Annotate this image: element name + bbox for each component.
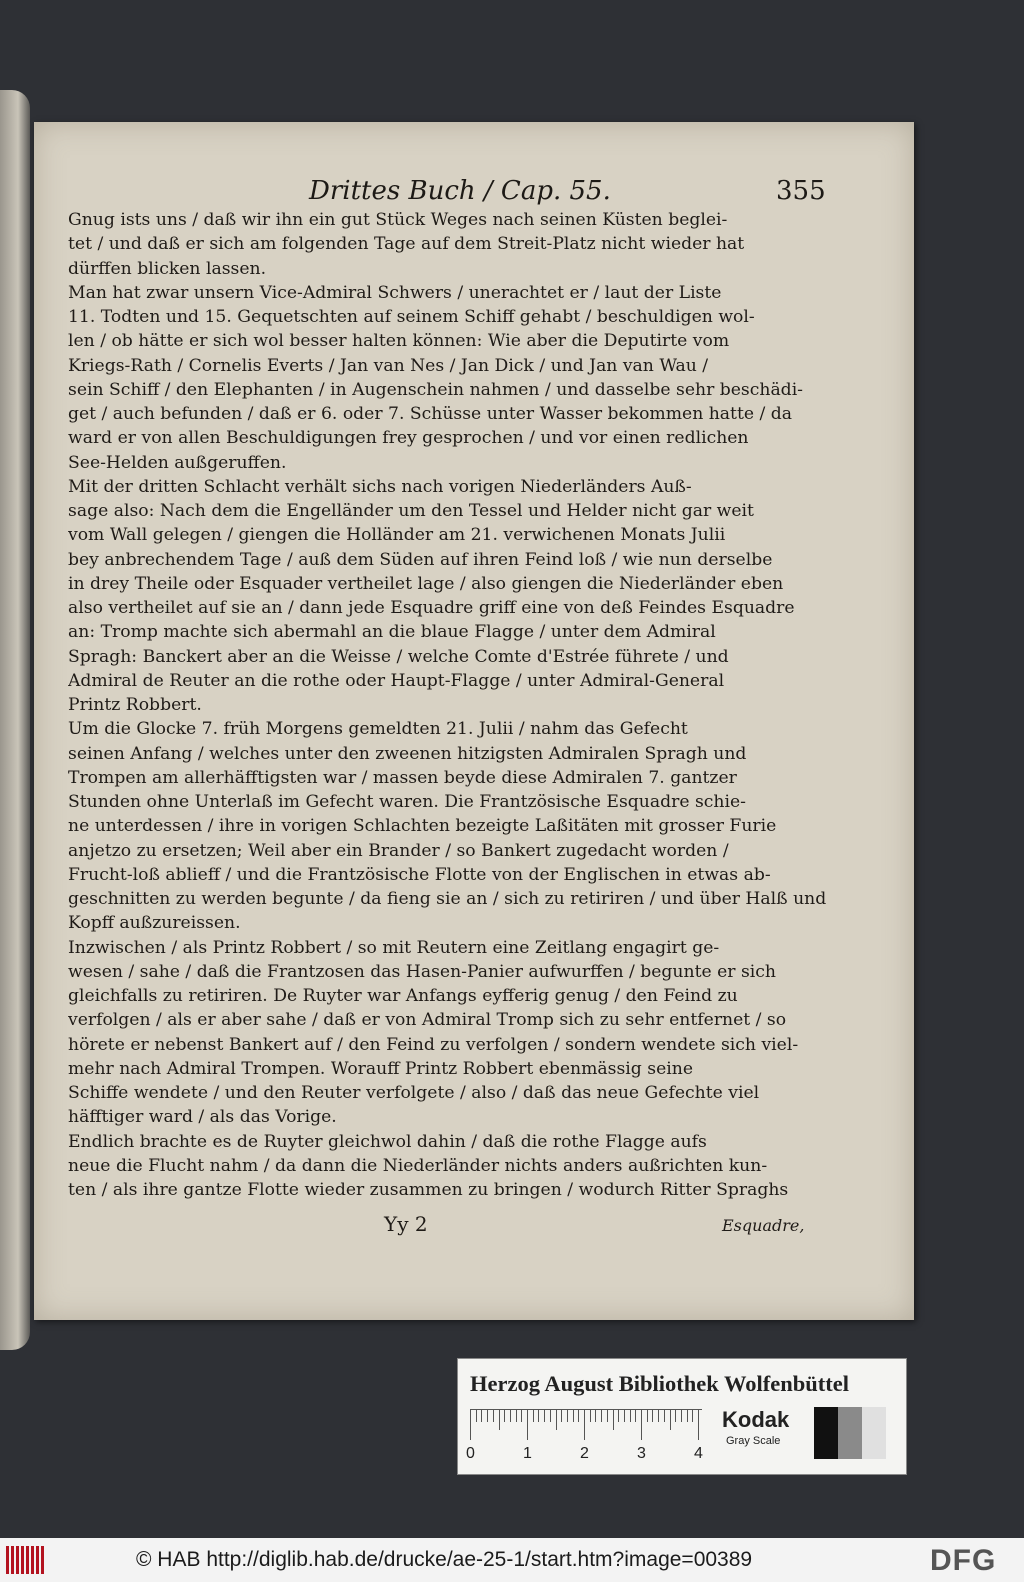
text-line: Endlich brachte es de Ruyter gleichwol dahin / daß die rothe Flagge aufs bbox=[68, 1131, 707, 1152]
text-line: Stunden ohne Unterlaß im Gefecht waren. Die Frantzösische Esquadre schie- bbox=[68, 792, 746, 812]
ruler-tick bbox=[527, 1410, 528, 1440]
ruler-tick bbox=[578, 1410, 579, 1422]
text-line: hörete er nebenst Bankert auf / den Feind zu verfolgen / sondern wendete sich viel- bbox=[68, 1034, 799, 1055]
text-line: ne unterdessen / ihre in vorigen Schlachten bezeigte Laßitäten mit grosser Furie bbox=[68, 816, 777, 837]
text-line: tet / und daß er sich am folgenden Tage auf dem Streit-Platz nicht wieder hat bbox=[68, 234, 745, 255]
ruler-tick bbox=[624, 1410, 625, 1422]
text-line: Man hat zwar unsern Vice-Admiral Schwers / unerachtet er / laut der Liste bbox=[68, 282, 722, 303]
ruler-tick bbox=[607, 1410, 608, 1422]
ruler-tick bbox=[476, 1410, 477, 1422]
body-text bbox=[68, 208, 850, 1202]
ruler-number: 0 bbox=[466, 1445, 475, 1462]
text-line: verfolgen / als er aber sahe / daß er von Admiral Tromp sich zu sehr entfernet / so bbox=[68, 1010, 787, 1031]
copyright-link[interactable]: © HAB http://diglib.hab.de/drucke/ae-25-1/start.htm?image=00389 bbox=[136, 1548, 753, 1571]
kodak-logo: Kodak bbox=[722, 1407, 790, 1432]
gray-swatch-mid bbox=[838, 1407, 862, 1459]
measuring-ruler bbox=[470, 1409, 702, 1444]
text-line: sage also: Nach dem die Engelländer um den Tessel und Helder nicht gar weit bbox=[68, 501, 754, 521]
ruler-tick bbox=[687, 1410, 688, 1422]
ruler-tick bbox=[618, 1410, 619, 1422]
ruler-tick bbox=[670, 1410, 671, 1430]
gray-scale-label: Gray Scale bbox=[726, 1435, 781, 1447]
ruler-tick bbox=[493, 1410, 494, 1422]
ruler-tick bbox=[504, 1410, 505, 1422]
ruler-tick bbox=[641, 1410, 642, 1440]
text-line: vom Wall gelegen / giengen die Holländer am 21. verwichenen Monats Julii bbox=[68, 525, 726, 546]
text-line: Kopff außzureissen. bbox=[68, 913, 241, 934]
ruler-tick bbox=[550, 1410, 551, 1422]
text-line: get / auch befunden / daß er 6. oder 7. Schüsse unter Wasser bekommen hatte / da bbox=[68, 404, 793, 424]
text-line: ward er von allen Beschuldigungen frey gesprochen / und vor einen redlichen bbox=[68, 428, 749, 449]
text-line: bey anbrechendem Tage / auß dem Süden auf ihren Feind loß / wie nun derselbe bbox=[68, 549, 773, 570]
text-line: also vertheilet auf sie an / dann jede Esquadre griff eine von deß Feindes Esquadre bbox=[68, 598, 795, 618]
text-line: len / ob hätte er sich wol besser halten können: Wie aber die Deputirte vom bbox=[68, 331, 730, 352]
institution-name: Herzog August Bibliothek Wolfenbüttel bbox=[470, 1371, 849, 1396]
ruler-tick bbox=[538, 1410, 539, 1422]
ruler-tick bbox=[573, 1410, 574, 1422]
ruler-tick bbox=[590, 1410, 591, 1422]
dfg-logo: DFG bbox=[930, 1544, 997, 1577]
text-line: gleichfalls zu retiriren. De Ruyter war Anfangs eyfferig genug / den Feind zu bbox=[68, 986, 738, 1006]
text-line: Printz Robbert. bbox=[68, 695, 202, 715]
page-header bbox=[34, 176, 914, 208]
text-line: anjetzo zu ersetzen; Weil aber ein Brander / so Bankert zugedacht worden / bbox=[68, 840, 729, 861]
text-line: Gnug ists uns / daß wir ihn ein gut Stück Weges nach seinen Küsten beglei- bbox=[68, 210, 728, 230]
ruler-number: 3 bbox=[637, 1445, 646, 1462]
text-line: Trompen am allerhäfftigsten war / massen beyde diese Admiralen 7. gantzer bbox=[68, 767, 737, 788]
ruler-tick bbox=[692, 1410, 693, 1422]
text-line: Spragh: Banckert aber an die Weisse / welche Comte d'Estrée führete / und bbox=[68, 646, 729, 667]
text-line: Frucht-loß ablieff / und die Frantzösische Flotte von der Englischen in etwas ab- bbox=[68, 864, 771, 885]
text-line: seinen Anfang / welches unter den zweenen hitzigsten Admiralen Spragh und bbox=[68, 743, 747, 764]
ruler-tick bbox=[567, 1410, 568, 1422]
text-line: dürffen blicken lassen. bbox=[68, 258, 267, 279]
text-line: sein Schiff / den Elephanten / in Augenschein nahmen / und dasselbe sehr beschädi- bbox=[68, 379, 803, 400]
text-line: Inzwischen / als Printz Robbert / so mit Reutern eine Zeitlang engagirt ge- bbox=[68, 937, 720, 958]
ruler-number: 4 bbox=[694, 1445, 703, 1462]
ruler-tick bbox=[521, 1410, 522, 1422]
ruler-tick bbox=[533, 1410, 534, 1422]
ruler-tick bbox=[698, 1410, 699, 1440]
text-line: ten / als ihre gantze Flotte wieder zusammen zu bringen / wodurch Ritter Spraghs bbox=[68, 1180, 789, 1200]
text-line: mehr nach Admiral Trompen. Worauff Printz Robbert ebenmässig seine bbox=[68, 1058, 693, 1079]
ruler-tick bbox=[556, 1410, 557, 1430]
ruler-tick bbox=[544, 1410, 545, 1422]
running-head: Drittes Buch / Cap. 55. bbox=[309, 176, 611, 206]
ruler-tick bbox=[664, 1410, 665, 1422]
text-line: geschnitten zu werden begunte / da fieng sie an / sich zu retiriren / und über Halß und bbox=[68, 889, 827, 909]
ruler-tick bbox=[516, 1410, 517, 1422]
ruler-tick bbox=[561, 1410, 562, 1422]
ruler-tick bbox=[499, 1410, 500, 1430]
ruler-number: 1 bbox=[523, 1445, 532, 1462]
gray-swatch-light bbox=[862, 1407, 886, 1459]
ruler-number: 2 bbox=[580, 1445, 589, 1462]
text-line: an: Tromp machte sich abermahl an die blaue Flagge / unter dem Admiral bbox=[68, 622, 716, 643]
color-reference-card bbox=[457, 1358, 907, 1475]
text-line: Schiffe wendete / und den Reuter verfolgete / also / daß das neue Gefechte viel bbox=[68, 1083, 760, 1103]
previous-page-edge bbox=[0, 90, 30, 1350]
ruler-tick bbox=[487, 1410, 488, 1422]
text-line: Mit der dritten Schlacht verhält sichs nach vorigen Niederländers Auß- bbox=[68, 476, 692, 497]
signature-mark: Yy 2 bbox=[384, 1212, 428, 1236]
ruler-tick bbox=[635, 1410, 636, 1422]
text-line: 11. Todten und 15. Gequetschten auf seinem Schiff gehabt / beschuldigen wol- bbox=[68, 307, 755, 327]
ruler-tick bbox=[647, 1410, 648, 1422]
footer-bar bbox=[0, 1538, 1024, 1582]
ruler-tick bbox=[481, 1410, 482, 1422]
gray-swatch-black bbox=[814, 1407, 838, 1459]
ruler-tick bbox=[470, 1410, 471, 1440]
ruler-tick bbox=[658, 1410, 659, 1422]
book-page bbox=[34, 122, 914, 1320]
text-line: in drey Theile oder Esquader vertheilet lage / also giengen die Niederländer eben bbox=[68, 573, 784, 594]
ruler-tick bbox=[681, 1410, 682, 1422]
ruler-tick bbox=[652, 1410, 653, 1422]
text-line: See-Helden außgeruffen. bbox=[68, 452, 287, 473]
text-line: neue die Flucht nahm / da dann die Niederländer nichts anders außrichten kun- bbox=[68, 1155, 768, 1176]
ruler-tick bbox=[630, 1410, 631, 1422]
ruler-tick bbox=[675, 1410, 676, 1422]
text-line: häfftiger ward / als das Vorige. bbox=[68, 1107, 337, 1128]
ruler-tick bbox=[601, 1410, 602, 1422]
ruler-tick bbox=[510, 1410, 511, 1422]
ruler-tick bbox=[613, 1410, 614, 1430]
text-line: Kriegs-Rath / Cornelis Everts / Jan van Nes / Jan Dick / und Jan van Wau / bbox=[68, 355, 709, 376]
text-line: wesen / sahe / daß die Frantzosen das Hasen-Panier aufwurffen / begunte er sich bbox=[68, 961, 776, 982]
catchword: Esquadre, bbox=[722, 1216, 805, 1235]
ruler-tick bbox=[595, 1410, 596, 1422]
text-line: Um die Glocke 7. früh Morgens gemeldten 21. Julii / nahm das Gefecht bbox=[68, 719, 688, 740]
page-number: 355 bbox=[776, 176, 826, 206]
ruler-tick bbox=[584, 1410, 585, 1440]
barcode-icon bbox=[6, 1546, 46, 1574]
text-line: Admiral de Reuter an die rothe oder Haupt-Flagge / unter Admiral-General bbox=[68, 670, 725, 691]
